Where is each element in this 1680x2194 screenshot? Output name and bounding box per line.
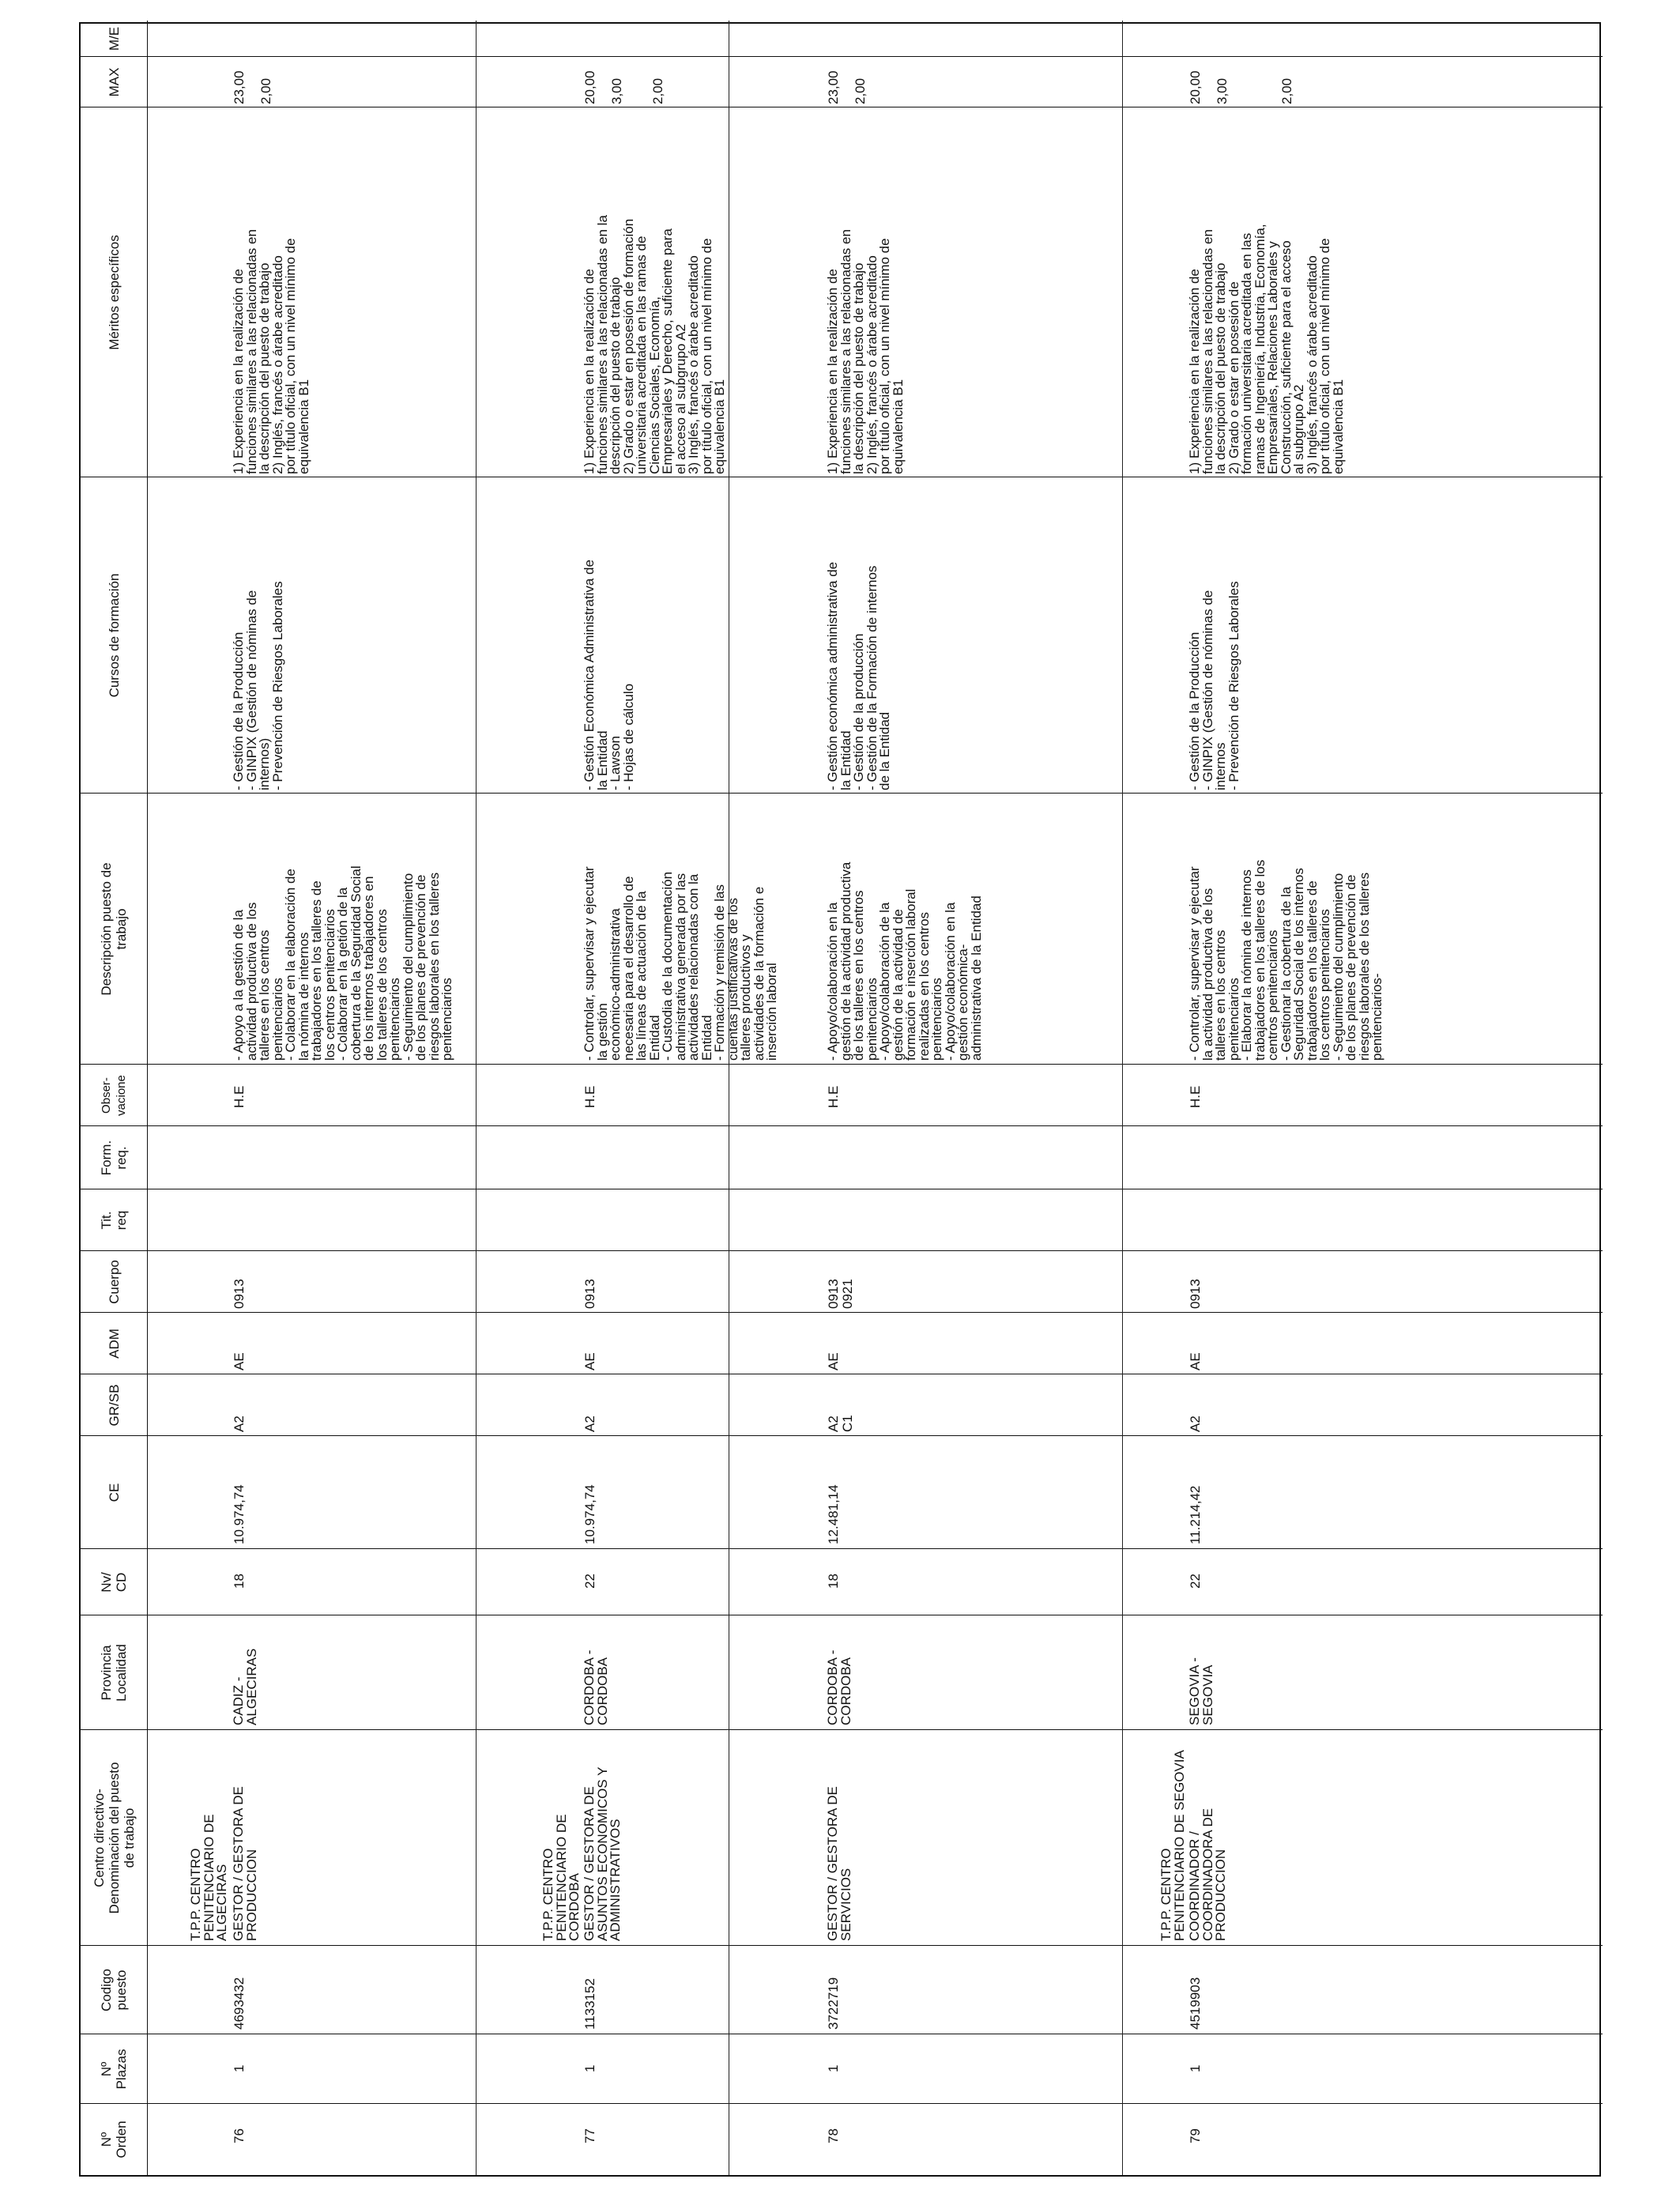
puesto-cell: GESTOR / GESTORA DE ASUNTOS ECONOMICOS Y ADMINISTRATIVOS: [582, 1766, 623, 1941]
header-me: M/E: [106, 26, 122, 51]
adm-cell: AE: [826, 1352, 841, 1370]
nivel-cell: 18: [826, 1574, 841, 1589]
observaciones-cell: H.E: [1188, 1085, 1203, 1108]
descripcion-cell: - Apoyo a la gestión de la actividad productiva de los talleres en los centros penitenciarios - Colaborar en la elaboración de la nómina de internos trabajadores en los talleres de los centros penitenciarios - Colaborar en la getión de la cobertura de la Seguridad Social de los internos trabajadores en los talleres de los centros penitenciarios - Seguimiento del cumplimiento de los planes de prevención de riesgos laborales en los talleres penitenciarios: [231, 865, 454, 1061]
cuerpo-cell: 0913 0921: [826, 1279, 855, 1309]
max-value: 2,00: [853, 77, 868, 104]
cuerpo-cell: 0913: [582, 1279, 597, 1309]
puesto-cell: GESTOR / GESTORA DE PRODUCCION: [231, 1786, 259, 1941]
orden-cell: 78: [826, 2128, 841, 2143]
nivel-cell: 22: [1188, 1574, 1203, 1589]
max-value: 2,00: [258, 77, 273, 104]
meritos-cell: 1) Experiencia en la realización de funciones similares a las relacionadas en la descripción del puesto de trabajo 2) Inglés, francés o árabe acreditado por título oficial, con un nivel mínimo de equivalencia B1: [825, 229, 906, 474]
header-grupo: GR/SB: [106, 1384, 122, 1427]
meritos-cell: 1) Experiencia en la realización de funciones similares a las relacionadas en la descripción del puesto de trabajo 2) Grado o estar en posesión de formación universitaria acreditada en las ramas de Ingeniería, Industria, Economía, Empresariales, Relaciones Laborales y Construcción, suficiente para el acceso al subgrupo A2 3) Inglés, francés o árabe acreditado por título oficial, con un nivel mínimo de equivalencia B1: [1187, 224, 1346, 474]
max-value: 23,00: [826, 70, 841, 104]
header-orden: Nº Orden: [99, 2120, 129, 2158]
grupo-cell: A2: [582, 1416, 597, 1432]
adm-cell: AE: [582, 1352, 597, 1370]
adm-cell: AE: [1188, 1352, 1203, 1370]
col-divider: [81, 1312, 1603, 1313]
observaciones-cell: H.E: [826, 1085, 841, 1108]
ce-cell: 11.214,42: [1188, 1485, 1203, 1544]
puesto-cell: GESTOR / GESTORA DE SERVICIOS: [825, 1786, 853, 1941]
ce-cell: 12.481,14: [826, 1484, 841, 1544]
header-divider: [147, 21, 148, 2175]
max-value: 20,00: [1188, 70, 1203, 104]
observaciones-cell: H.E: [582, 1085, 597, 1108]
codigo-cell: 3722719: [826, 1977, 841, 2030]
center-heading: T.P.P. CENTRO PENITENCIARIO DE ALGECIRAS: [188, 1814, 229, 1941]
header-codigo: Codigo puesto: [99, 1969, 129, 2011]
plazas-cell: 1: [582, 2064, 597, 2072]
provincia-cell: CORDOBA - CORDOBA: [582, 1649, 610, 1725]
puesto-cell: COORDINADOR / COORDINADORA DE PRODUCCION: [1187, 1808, 1228, 1941]
col-divider: [81, 1729, 1603, 1730]
header-titulacion: Tit. req: [99, 1210, 129, 1231]
header-nivel: Nv/ CD: [99, 1572, 129, 1593]
col-divider: [81, 1435, 1603, 1436]
codigo-cell: 1133152: [582, 1978, 597, 2030]
orden-cell: 79: [1188, 2128, 1203, 2143]
col-divider: [81, 1125, 1603, 1126]
provincia-cell: CADIZ - ALGECIRAS: [231, 1648, 259, 1725]
header-provincia: Provincia Localidad: [99, 1644, 129, 1702]
row-divider: [1122, 21, 1123, 2175]
header-descripcion: Descripción puesto de trabajo: [99, 862, 129, 996]
col-divider: [81, 1064, 1603, 1065]
rotated-table-wrapper: [79, 22, 1601, 2177]
meritos-cell: 1) Experiencia en la realización de funciones similares a las relacionadas en la descripción del puesto de trabajo 2) Grado o estar en posesión de formación universitaria acreditada en las ramas de Ciencias Sociales, Economía, Empresariales y Derecho, suficiente para el acceso al subgrupo A2 3) Inglés, francés o árabe acreditado por título oficial, con un nivel mínimo de equivalencia B1: [582, 215, 727, 474]
descripcion-cell: - Controlar, supervisar y ejecutar la actividad productiva de los talleres en los centros penitenciarios - Elaborar la nómina de internos trabajadores en los talleres de los centros penitenciarios - Gestionar la cobertura de la Seguridad Social de los internos trabajadores en los talleres de los centros penitenciarios - Seguimiento del cumplimiento de los planes de prevención de riesgos laborales de los talleres penitenciarios-: [1187, 859, 1384, 1061]
max-value: 2,00: [1279, 77, 1294, 104]
header-cursos: Cursos de formación: [106, 573, 122, 698]
max-value: 20,00: [582, 70, 597, 104]
orden-cell: 77: [582, 2128, 597, 2143]
ce-cell: 10.974,74: [232, 1484, 247, 1544]
plazas-cell: 1: [1188, 2064, 1203, 2072]
header-formacion: Form. req.: [99, 1140, 129, 1176]
cuerpo-cell: 0913: [232, 1279, 247, 1309]
col-divider: [81, 56, 1603, 57]
nivel-cell: 18: [232, 1574, 247, 1589]
descripcion-cell: - Controlar, supervisar y ejecutar la gestión económico-administrativa necesaria para el desarrollo de las líneas de actuación de la Entidad - Custodia de la documentación administrativa generada por las actividades relacionadas con la Entidad - Formación y remisión de las cuentas justificativas de los talleres productivos y actividades de la formación e inserción laboral: [582, 866, 779, 1061]
col-divider: [81, 2103, 1603, 2104]
orden-cell: 76: [232, 2128, 247, 2143]
col-divider: [81, 793, 1603, 794]
max-value: 23,00: [232, 70, 247, 104]
cursos-cell: - Gestión de la Producción - GINPIX (Gestión de nóminas de internos) - Prevención de Riesgos Laborales: [231, 581, 285, 790]
codigo-cell: 4519903: [1188, 1977, 1203, 2030]
header-centro: Centro directivo- Denominación del puesto de trabajo: [91, 1762, 137, 1914]
header-cuerpo: Cuerpo: [106, 1260, 122, 1304]
job-positions-table: [79, 22, 1601, 2177]
max-value: 3,00: [609, 77, 624, 104]
plazas-cell: 1: [232, 2064, 247, 2072]
header-ce: CE: [106, 1483, 122, 1502]
header-adm: ADM: [106, 1329, 122, 1359]
col-divider: [81, 1250, 1603, 1251]
grupo-cell: A2: [232, 1416, 247, 1432]
meritos-cell: 1) Experiencia en la realización de funciones similares a las relacionadas en la descripción del puesto de trabajo 2) Inglés, francés o árabe acreditado por título oficial, con un nivel mínimo de equivalencia B1: [231, 229, 311, 474]
provincia-cell: SEGOVIA - SEGOVIA: [1187, 1657, 1215, 1725]
header-meritos: Méritos específicos: [106, 235, 122, 350]
grupo-cell: A2 C1: [826, 1415, 855, 1432]
col-divider: [81, 1945, 1603, 1946]
center-heading: T.P.P. CENTRO PENITENCIARIO DE CORDOBA: [541, 1814, 582, 1941]
descripcion-cell: - Apoyo/colaboración en la gestión de la actividad productiva de los talleres en los centros penitenciarios - Apoyo/colaboración de la gestión de la actividad de formación e inserción laboral realizadas en los centros penitenciarios - Apoyo/colaboración en la gestión económica- administrativa de la Entidad: [825, 861, 984, 1061]
cuerpo-cell: 0913: [1188, 1279, 1203, 1309]
plazas-cell: 1: [826, 2064, 841, 2072]
col-divider: [81, 1548, 1603, 1549]
center-heading: T.P.P. CENTRO PENITENCIARIO DE SEGOVIA: [1158, 1750, 1187, 1941]
adm-cell: AE: [232, 1352, 247, 1370]
header-observaciones: Obser- vacione: [100, 1075, 128, 1116]
cursos-cell: - Gestión de la Producción - GINPIX (Gestión de nóminas de internos - Prevención de Riesgos Laborales: [1187, 581, 1241, 790]
observaciones-cell: H.E: [232, 1085, 247, 1108]
cursos-cell: - Gestión económica administrativa de la Entidad - Gestión de la producción - Gestión de la Formación de internos de la Entidad: [825, 561, 892, 790]
max-value: 3,00: [1215, 77, 1230, 104]
provincia-cell: CORDOBA - CORDOBA: [825, 1649, 853, 1725]
header-plazas: Nº Plazas: [99, 2049, 129, 2090]
nivel-cell: 22: [582, 1574, 597, 1589]
max-value: 2,00: [650, 77, 665, 104]
header-max: MAX: [106, 67, 122, 97]
codigo-cell: 4693432: [232, 1977, 247, 2030]
grupo-cell: A2: [1188, 1416, 1203, 1432]
cursos-cell: - Gestión Económica Administrativa de la Entidad - Lawson - Hojas de cálculo: [582, 560, 636, 790]
row-divider: [476, 21, 477, 2175]
ce-cell: 10.974,74: [582, 1484, 597, 1544]
